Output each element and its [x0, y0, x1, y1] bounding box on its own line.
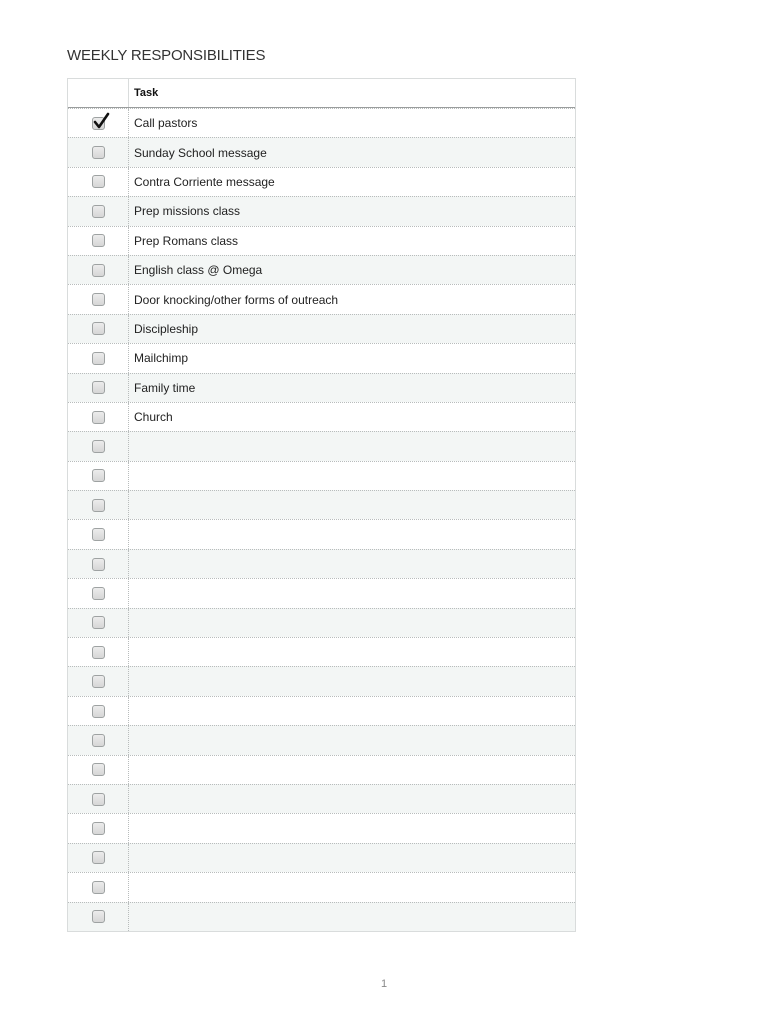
- check-cell: [68, 374, 129, 402]
- table-row: [68, 549, 575, 578]
- task-label[interactable]: [129, 638, 575, 666]
- checkbox-icon[interactable]: [92, 734, 105, 747]
- check-cell: [68, 814, 129, 842]
- check-cell: [68, 285, 129, 313]
- check-mark-icon: [92, 112, 110, 130]
- table-row: [68, 578, 575, 607]
- table-row: [68, 255, 575, 284]
- check-cell: [68, 197, 129, 225]
- check-cell: [68, 756, 129, 784]
- table-row: [68, 902, 575, 931]
- check-cell: [68, 579, 129, 607]
- checkbox-icon[interactable]: [92, 352, 105, 365]
- checkbox-icon[interactable]: [92, 469, 105, 482]
- task-label[interactable]: Discipleship: [134, 321, 199, 336]
- table-header-row: [68, 79, 575, 108]
- table-row: [68, 725, 575, 754]
- table-body: [68, 108, 575, 931]
- check-cell: [68, 344, 129, 372]
- table-row: [68, 784, 575, 813]
- table-row: [68, 167, 575, 196]
- check-cell: [68, 726, 129, 754]
- check-cell: [68, 315, 129, 343]
- checkbox-icon[interactable]: [92, 411, 105, 424]
- task-label[interactable]: Prep Romans class: [134, 233, 239, 248]
- table-row: [68, 343, 575, 372]
- task-label[interactable]: [129, 873, 575, 901]
- task-label[interactable]: [129, 491, 575, 519]
- checkbox-icon[interactable]: [92, 117, 105, 130]
- check-cell: [68, 873, 129, 901]
- check-cell: [68, 785, 129, 813]
- check-cell: [68, 462, 129, 490]
- checkbox-icon[interactable]: [92, 910, 105, 923]
- table-row: [68, 637, 575, 666]
- task-label[interactable]: [129, 550, 575, 578]
- check-cell: [68, 138, 129, 166]
- checkbox-icon[interactable]: [92, 793, 105, 806]
- task-label[interactable]: [129, 520, 575, 548]
- task-label[interactable]: Mailchimp: [134, 351, 189, 366]
- checkbox-icon[interactable]: [92, 822, 105, 835]
- task-label[interactable]: [129, 579, 575, 607]
- check-cell: [68, 903, 129, 931]
- table-row: [68, 226, 575, 255]
- check-cell: [68, 609, 129, 637]
- table-row: [68, 108, 575, 137]
- task-label[interactable]: [129, 785, 575, 813]
- table-row: [68, 284, 575, 313]
- checkbox-icon[interactable]: [92, 675, 105, 688]
- checkbox-icon[interactable]: [92, 264, 105, 277]
- page-title: WEEKLY RESPONSIBILITIES: [67, 47, 266, 64]
- checkbox-icon[interactable]: [92, 851, 105, 864]
- task-label[interactable]: [129, 462, 575, 490]
- task-label[interactable]: English class @ Omega: [134, 263, 263, 278]
- checkbox-icon[interactable]: [92, 234, 105, 247]
- table-row: [68, 137, 575, 166]
- task-label[interactable]: [129, 814, 575, 842]
- check-cell: [68, 844, 129, 872]
- checkbox-icon[interactable]: [92, 616, 105, 629]
- checkbox-icon[interactable]: [92, 558, 105, 571]
- checkbox-icon[interactable]: [92, 175, 105, 188]
- task-label[interactable]: [129, 697, 575, 725]
- task-label[interactable]: [129, 756, 575, 784]
- task-label[interactable]: Contra Corriente message: [134, 174, 275, 189]
- check-cell: [68, 403, 129, 431]
- table-row: [68, 666, 575, 695]
- task-label[interactable]: Call pastors: [134, 116, 198, 131]
- table-row: [68, 461, 575, 490]
- task-table: [67, 78, 576, 932]
- task-label[interactable]: [129, 726, 575, 754]
- check-cell: [68, 638, 129, 666]
- task-label[interactable]: [129, 844, 575, 872]
- check-cell: [68, 550, 129, 578]
- table-row: [68, 813, 575, 842]
- table-row: [68, 608, 575, 637]
- table-row: [68, 431, 575, 460]
- checkbox-icon[interactable]: [92, 322, 105, 335]
- checkbox-icon[interactable]: [92, 587, 105, 600]
- task-label[interactable]: Sunday School message: [134, 145, 267, 160]
- checkbox-icon[interactable]: [92, 205, 105, 218]
- table-row: [68, 696, 575, 725]
- header-task-label: Task: [134, 87, 159, 99]
- table-row: [68, 519, 575, 548]
- check-cell: [68, 227, 129, 255]
- task-label[interactable]: [129, 432, 575, 460]
- table-row: [68, 373, 575, 402]
- checkbox-icon[interactable]: [92, 499, 105, 512]
- table-row: [68, 872, 575, 901]
- table-row: [68, 314, 575, 343]
- task-label[interactable]: [129, 609, 575, 637]
- checkbox-icon[interactable]: [92, 881, 105, 894]
- check-cell: [68, 697, 129, 725]
- task-label[interactable]: [129, 667, 575, 695]
- task-label[interactable]: [129, 903, 575, 931]
- checkbox-icon[interactable]: [92, 528, 105, 541]
- check-cell: [68, 491, 129, 519]
- table-row: [68, 490, 575, 519]
- checkbox-icon[interactable]: [92, 293, 105, 306]
- task-label[interactable]: Prep missions class: [134, 204, 241, 219]
- check-cell: [68, 667, 129, 695]
- checkbox-icon[interactable]: [92, 146, 105, 159]
- checkbox-icon[interactable]: [92, 705, 105, 718]
- check-cell: [68, 256, 129, 284]
- task-label[interactable]: Church: [134, 410, 173, 425]
- table-row: [68, 402, 575, 431]
- page-number: 1: [380, 978, 388, 990]
- header-check-cell: [68, 79, 129, 107]
- check-cell: [68, 109, 129, 137]
- task-label[interactable]: Family time: [134, 380, 196, 395]
- check-cell: [68, 168, 129, 196]
- check-cell: [68, 520, 129, 548]
- check-cell: [68, 432, 129, 460]
- checkbox-icon[interactable]: [92, 381, 105, 394]
- table-row: [68, 843, 575, 872]
- task-label[interactable]: Door knocking/other forms of outreach: [134, 292, 339, 307]
- table-row: [68, 196, 575, 225]
- table-row: [68, 755, 575, 784]
- checkbox-icon[interactable]: [92, 646, 105, 659]
- checkbox-icon[interactable]: [92, 440, 105, 453]
- checkbox-icon[interactable]: [92, 763, 105, 776]
